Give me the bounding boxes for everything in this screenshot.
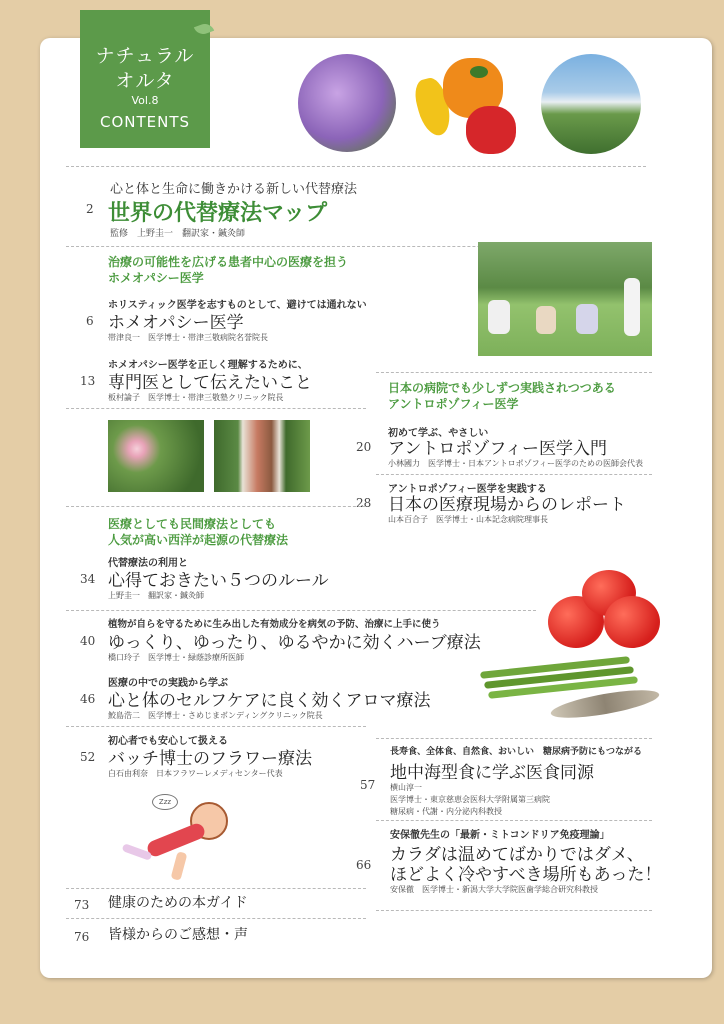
article-title: カラダは温めてばかりではダメ、 — [390, 845, 644, 865]
page-number: 73 — [74, 898, 90, 912]
article-title: 健康のための本ガイド — [108, 895, 248, 911]
intro-title: 世界の代替療法マップ — [108, 201, 328, 226]
article-subtitle: 安保徹先生の「最新・ミトコンドリア免疫理論」 — [390, 830, 610, 841]
magazine-title-line1: ナチュラル — [95, 45, 195, 67]
article-title: ゆっくり、ゆったり、ゆるやかに効くハーブ療法 — [108, 633, 481, 653]
article-author: 山本百合子 医学博士・山本記念病院理事長 — [388, 515, 548, 524]
intro-tagline: 心と体と生命に働きかける新しい代替療法 — [110, 182, 358, 197]
article-author: 鮫島浩二 医学博士・さめじまボンディングクリニック院長 — [108, 711, 323, 720]
page-number: 28 — [356, 496, 372, 510]
divider — [66, 918, 366, 919]
page-number: 46 — [80, 692, 96, 706]
article-author: 糖尿病・代謝・内分泌内科教授 — [390, 807, 502, 816]
article-author: 帯津良一 医学博士・帯津三敬病院名誉院長 — [108, 333, 268, 342]
article-subtitle: 初心者でも安心して扱える — [108, 736, 228, 747]
contents-label: CONTENTS — [99, 113, 191, 131]
section-heading: ホメオパシー医学 — [108, 271, 204, 285]
pepper-photo — [418, 58, 522, 158]
crocus-photo — [298, 54, 396, 152]
shrimp-photo — [540, 684, 670, 724]
article-subtitle: ホメオパシー医学を正しく理解するために、 — [108, 360, 308, 371]
article-title: ホメオパシー医学 — [108, 313, 244, 333]
article-author: 橋口玲子 医学博士・緑蔭診療所医師 — [108, 653, 244, 662]
contents-header — [80, 10, 210, 148]
article-subtitle: ホリスティック医学を志すものとして、避けては通れない — [108, 300, 367, 311]
page-number: 34 — [80, 572, 96, 586]
divider — [66, 408, 366, 409]
page-number: 13 — [80, 374, 96, 388]
park-photo — [478, 242, 652, 356]
article-author: 板村論子 医学博士・帯津三敬塾クリニック院長 — [108, 393, 284, 402]
leaf-icon — [194, 21, 214, 37]
section-heading: 人気が高い西洋が起源の代替療法 — [108, 533, 289, 547]
article-author: 安保徹 医学博士・新潟大学大学院医歯学総合研究科教授 — [390, 885, 598, 894]
honeysuckle-photo — [108, 420, 204, 492]
article-subtitle: 初めて学ぶ、やさしい — [388, 428, 489, 439]
article-title: 地中海型食に学ぶ医食同源 — [390, 763, 594, 783]
section-heading: アントロポゾフィー医学 — [388, 397, 519, 411]
page-number: 6 — [86, 314, 94, 328]
divider — [376, 820, 652, 821]
page-number: 52 — [80, 750, 96, 764]
page-number: 57 — [360, 778, 376, 792]
divider — [66, 610, 536, 611]
article-subtitle: 医療の中での実践から学ぶ — [108, 678, 228, 689]
article-author: 横山淳一 — [390, 783, 422, 792]
article-title: ほどよく冷やすべき場所もあった！ — [390, 865, 662, 885]
article-subtitle: アントロポゾフィー医学を実践する — [388, 484, 547, 495]
article-author: 上野圭一 翻訳家・鍼灸師 — [108, 591, 204, 600]
tomatoes-photo — [548, 570, 662, 650]
article-title: アントロポゾフィー医学入門 — [388, 439, 607, 459]
section-heading: 医療としても民間療法としても — [108, 517, 277, 531]
article-author: 小林國力 医学博士・日本アントロポゾフィー医学のための医師会代表 — [388, 459, 644, 468]
sleeping-girl-illustration — [118, 792, 248, 892]
divider — [66, 726, 366, 727]
section-heading: 治療の可能性を広げる患者中心の医療を担う — [108, 255, 349, 269]
divider — [376, 474, 652, 475]
intro-author: 監修 上野圭一 翻訳家・鍼灸師 — [110, 229, 246, 239]
article-subtitle: 代替療法の利用と — [108, 558, 188, 569]
article-title: 心得ておきたい５つのルール — [108, 571, 329, 591]
divider — [66, 888, 366, 889]
article-subtitle: 植物が自らを守るために生み出した有効成分を病気の予防、治療に上手に使う — [108, 619, 441, 630]
volume-label: Vol.8 — [131, 94, 159, 107]
flower-field-photo — [541, 54, 641, 154]
section-heading: 日本の病院でも少しずつ実践されつつある — [388, 381, 616, 395]
article-title: バッチ博士のフラワー療法 — [108, 749, 312, 769]
article-title: 心と体のセルフケアに良く効くアロマ療法 — [108, 691, 431, 711]
divider — [376, 910, 652, 911]
page-number: 76 — [74, 930, 90, 944]
divider — [66, 506, 366, 507]
article-title: 専門医として伝えたいこと — [108, 373, 312, 393]
article-title: 日本の医療現場からのレポート — [388, 495, 626, 515]
article-author: 医学博士・東京慈恵会医科大学附属第三病院 — [390, 795, 550, 804]
divider — [376, 738, 652, 739]
garden-arch-photo — [214, 420, 310, 492]
article-subtitle: 長寿食、全体食、自然食、おいしい 糖尿病予防にもつながる — [390, 747, 643, 757]
divider — [376, 372, 652, 373]
article-title: 皆様からのご感想・声 — [108, 927, 248, 943]
page-number: 2 — [86, 202, 94, 216]
magazine-title-line2: オルタ — [115, 70, 175, 92]
page-number: 40 — [80, 634, 96, 648]
page-number: 20 — [356, 440, 372, 454]
article-author: 白石由利奈 日本フラワーレメディセンター代表 — [108, 769, 283, 778]
sleep-bubble-icon: Zzz — [152, 794, 178, 810]
page-number: 66 — [356, 858, 372, 872]
divider — [66, 166, 646, 167]
